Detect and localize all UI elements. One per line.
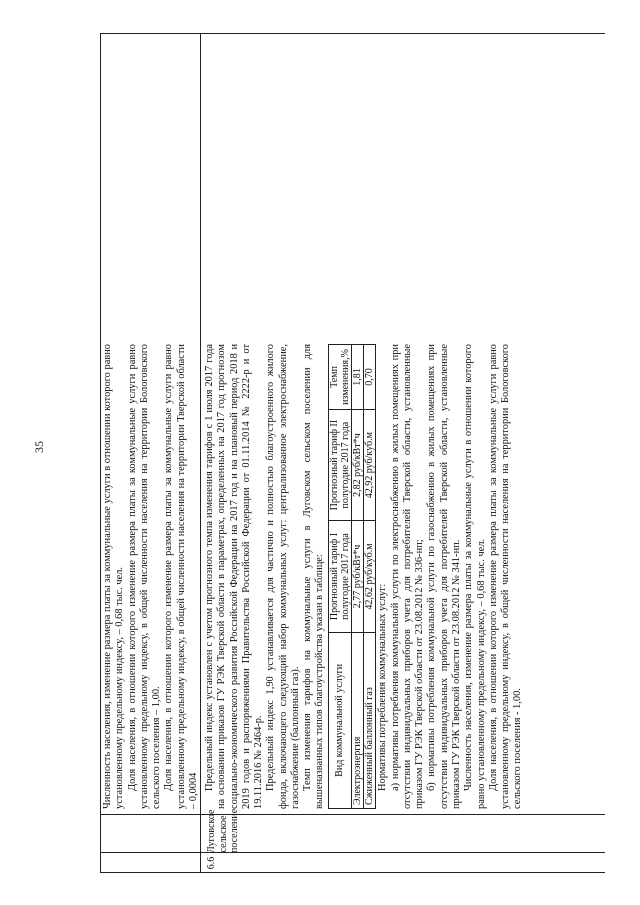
table-cell: 2,82 руб/кВт*ч [352, 409, 364, 520]
row-number: 6.6 [206, 856, 217, 870]
table-cell: 2,77 руб/кВт*ч [352, 521, 364, 632]
rotated-page [100, 33, 605, 873]
table-row [352, 345, 364, 809]
table-cell: 42,92 руб/куб.м [364, 409, 376, 520]
page-number: 35 [32, 441, 46, 453]
table-row [364, 345, 376, 809]
column-divider [100, 814, 605, 815]
table-cell: Сжиженный баллонный газ [364, 632, 376, 808]
table-cell: 42,62 руб/куб.м [364, 521, 376, 632]
table-cell: Электроэнергия [352, 632, 364, 808]
paragraph-3: Темп изменения тарифов на коммунальные услуги в Луговском сельском поселении для вышеназванных типов благоустройства указан в таблице: [302, 344, 326, 809]
table-cell: 1,81 [352, 345, 364, 410]
paragraph-2: Предельный индекс 1,90 устанавливается для частично и полностью благоустроенного жилого фонда, включающего следующий набор коммунальных услуг: централизованное электроснабжение, газоснабжение (баллонный газ). [265, 344, 301, 809]
row-body [204, 344, 525, 809]
table-header: Прогнозный тариф II полугодие 2017 года [328, 409, 351, 520]
table-header: Темп изменения,% [328, 345, 351, 410]
top-block [102, 344, 200, 809]
paragraph-8: Доля населения, в отношении которого изменение размера платы за коммунальные услуги равно установленному предельному индексу, в общей численности населения на территории Бологовского сельского поселения - 1,00. [487, 344, 524, 809]
paragraph-5: а) нормативы потребления коммунальной услуги по электроснабжению в жилых помещениях при отсутствии индивидуальных приборов учета для потребителей Тверской области, установленные приказом ГУ РЭК Тверской области от 23.08.2012 № 336-нп; [389, 344, 426, 809]
row-divider [200, 33, 201, 873]
paragraph-4: Нормативы потребления коммунальных услуг: [377, 583, 389, 791]
top-line-2: Доля населения, в отношении которого изменение размера платы за коммунальные услуги равно установленному предельному индексу, в общей численности населения на территории Бологовского сельского поселения – 1,00. [126, 344, 163, 809]
top-line-3: Доля населения, в отношении которого изменение размера платы за коммунальные услуги равно установленному предельному индексу, в общей численности населения на территории Тверской области – 0,0004 [163, 344, 199, 809]
paragraph-7: Численность населения, изменение размера платы за коммунальные услуги в отношении которого равно установленному предельному индексу, – 0,68 тыс. чел. [463, 344, 487, 809]
column-divider [100, 852, 605, 853]
tariff-table [328, 344, 377, 809]
paragraph-6: б) нормативы потребления коммунальной услуги по газоснабжению в жилых помещениях при отсутствии индивидуальных приборов учета для потребителей Тверской области, установленные приказом ГУ РЭК Тверской области от 23.08.2012 № 341-нп. [426, 344, 462, 809]
table-cell: 0,70 [364, 345, 376, 410]
paragraph-1: Предельный индекс установлен с учетом прогнозного темпа изменения тарифов с 1 июля 2017 года на основании приказов ГУ РЭК Тверской области в параметрах, определенных на 2017 год прогнозом социально-экономического развития Российской Федерации на 2017 год и на плановый период 2018 и 2019 годов и распоряжениями Правительства Российской Федерации от 01.11.2014 № 2222-р и от 19.11.2016 № 2464-р. [204, 344, 265, 809]
row-name: Луговское сельское поселение [206, 808, 240, 853]
top-line-1: Численность населения, изменение размера платы за коммунальные услуги в отношении которого равно установленному предельному индексу, – 0,68 тыс. чел. [102, 344, 126, 809]
table-header: Прогнозный тариф I полугодие 2017 года [328, 521, 351, 632]
table-header: Вид коммунальной услуги [328, 632, 351, 808]
